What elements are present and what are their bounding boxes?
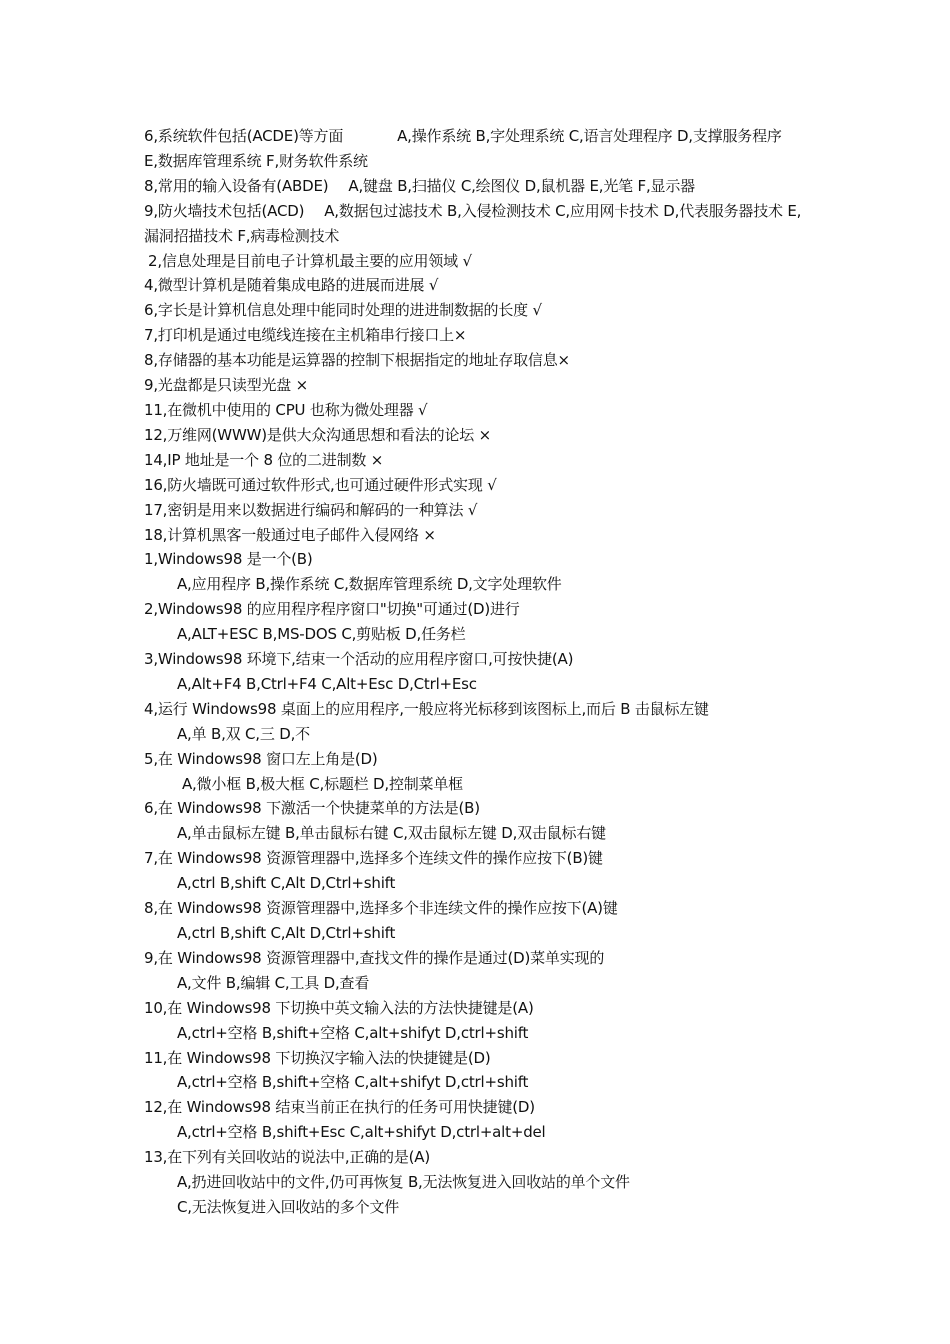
answer-options: A,数据包过滤技术 B,入侵检测技术 C,应用网卡技术 D,代表服务器技术 E,漏洞招描技术 F,病毒检测技术: [144, 201, 802, 245]
answer-options: A,ctrl+空格 B,shift+Esc C,alt+shifyt D,ctrl+alt+del: [177, 1123, 546, 1142]
judgement-item: 14,IP 地址是一个 8 位的二进制数 ×: [144, 450, 384, 469]
judgement-item: 4,微型计算机是随着集成电路的进展而进展 √: [144, 276, 439, 295]
judgement-item: 9,光盘都是只读型光盘 ×: [144, 376, 309, 395]
question-text: 8,常用的输入设备有(ABDE): [144, 176, 329, 195]
answer-options: A,ALT+ESC B,MS-DOS C,剪贴板 D,任务栏: [177, 625, 466, 644]
question-text: 11,在 Windows98 下切换汉字输入法的快捷键是(D): [144, 1048, 491, 1067]
judgement-item: 8,存储器的基本功能是运算器的控制下根据指定的地址存取信息×: [144, 351, 570, 370]
answer-options: E,数据库管理系统 F,财务软件系统: [144, 151, 368, 170]
answer-options: A,扔进回收站中的文件,仍可再恢复 B,无法恢复进入回收站的单个文件: [177, 1173, 630, 1192]
multi-choice-item-6: [144, 124, 812, 174]
judgement-item: 18,计算机黑客一般通过电子邮件入侵网络 ×: [144, 525, 436, 544]
judgement-item: 17,密钥是用来以数据进行编码和解码的一种算法 √: [144, 500, 478, 519]
question-text: 3,Windows98 环境下,结束一个活动的应用程序窗口,可按快捷(A): [144, 650, 574, 669]
answer-options: A,操作系统 B,字处理系统 C,语言处理程序 D,支撑服务程序: [397, 127, 782, 145]
question-text: 7,在 Windows98 资源管理器中,选择多个连续文件的操作应按下(B)键: [144, 849, 603, 868]
answer-options: A,ctrl B,shift C,Alt D,Ctrl+shift: [177, 924, 396, 942]
answer-options: A,单击鼠标左键 B,单击鼠标右键 C,双击鼠标左键 D,双击鼠标右键: [177, 824, 606, 843]
question-text: 13,在下列有关回收站的说法中,正确的是(A): [144, 1148, 430, 1167]
question-text: 8,在 Windows98 资源管理器中,选择多个非连续文件的操作应按下(A)键: [144, 899, 618, 918]
answer-options: C,无法恢复进入回收站的多个文件: [177, 1197, 400, 1216]
question-text: 12,在 Windows98 结束当前正在执行的任务可用快捷键(D): [144, 1098, 535, 1117]
multi-choice-item-9: [144, 199, 812, 249]
question-text: 10,在 Windows98 下切换中英文输入法的方法快捷键是(A): [144, 998, 534, 1017]
document-body: [144, 124, 812, 1220]
answer-options: A,文件 B,编辑 C,工具 D,查看: [177, 973, 370, 992]
judgement-item: 6,字长是计算机信息处理中能同时处理的进进制数据的长度 √: [144, 301, 542, 320]
question-text: 9,在 Windows98 资源管理器中,查找文件的操作是通过(D)菜单实现的: [144, 948, 605, 967]
question-text: 9,防火墙技术包括(ACD): [144, 201, 305, 220]
multi-choice-item-8: [144, 174, 812, 199]
answer-options: A,ctrl+空格 B,shift+空格 C,alt+shifyt D,ctrl+shift: [177, 1073, 529, 1092]
answer-options: A,微小框 B,极大框 C,标题栏 D,控制菜单框: [182, 774, 463, 793]
judgement-item: 12,万维网(WWW)是供大众沟通思想和看法的论坛 ×: [144, 425, 491, 444]
answer-options: A,ctrl B,shift C,Alt D,Ctrl+shift: [177, 874, 396, 893]
question-text: 5,在 Windows98 窗口左上角是(D): [144, 749, 378, 768]
question-text: 2,Windows98 的应用程序程序窗口"切换"可通过(D)进行: [144, 600, 520, 619]
answer-options: A,ctrl+空格 B,shift+空格 C,alt+shifyt D,ctrl+shift: [177, 1023, 529, 1042]
judgement-item: 7,打印机是通过电缆线连接在主机箱串行接口上×: [144, 326, 467, 345]
judgement-item: 11,在微机中使用的 CPU 也称为微处理器 √: [144, 400, 428, 419]
question-text: 4,运行 Windows98 桌面上的应用程序,一般应将光标移到该图标上,而后 B 击鼠标左键: [144, 699, 709, 718]
answer-options: A,单 B,双 C,三 D,不: [177, 724, 310, 743]
question-text: 6,在 Windows98 下激活一个快捷菜单的方法是(B): [144, 799, 480, 818]
question-text: 1,Windows98 是一个(B): [144, 550, 313, 569]
answer-options: A,Alt+F4 B,Ctrl+F4 C,Alt+Esc D,Ctrl+Esc: [177, 674, 477, 693]
question-text: 6,系统软件包括(ACDE)等方面: [144, 127, 344, 145]
judgement-item: 16,防火墙既可通过软件形式,也可通过硬件形式实现 √: [144, 475, 497, 494]
judgement-item: 2,信息处理是目前电子计算机最主要的应用领域 √: [148, 251, 472, 270]
answer-options: A,应用程序 B,操作系统 C,数据库管理系统 D,文字处理软件: [177, 575, 562, 594]
answer-options: A,键盘 B,扫描仪 C,绘图仪 D,鼠机器 E,光笔 F,显示器: [348, 176, 695, 195]
